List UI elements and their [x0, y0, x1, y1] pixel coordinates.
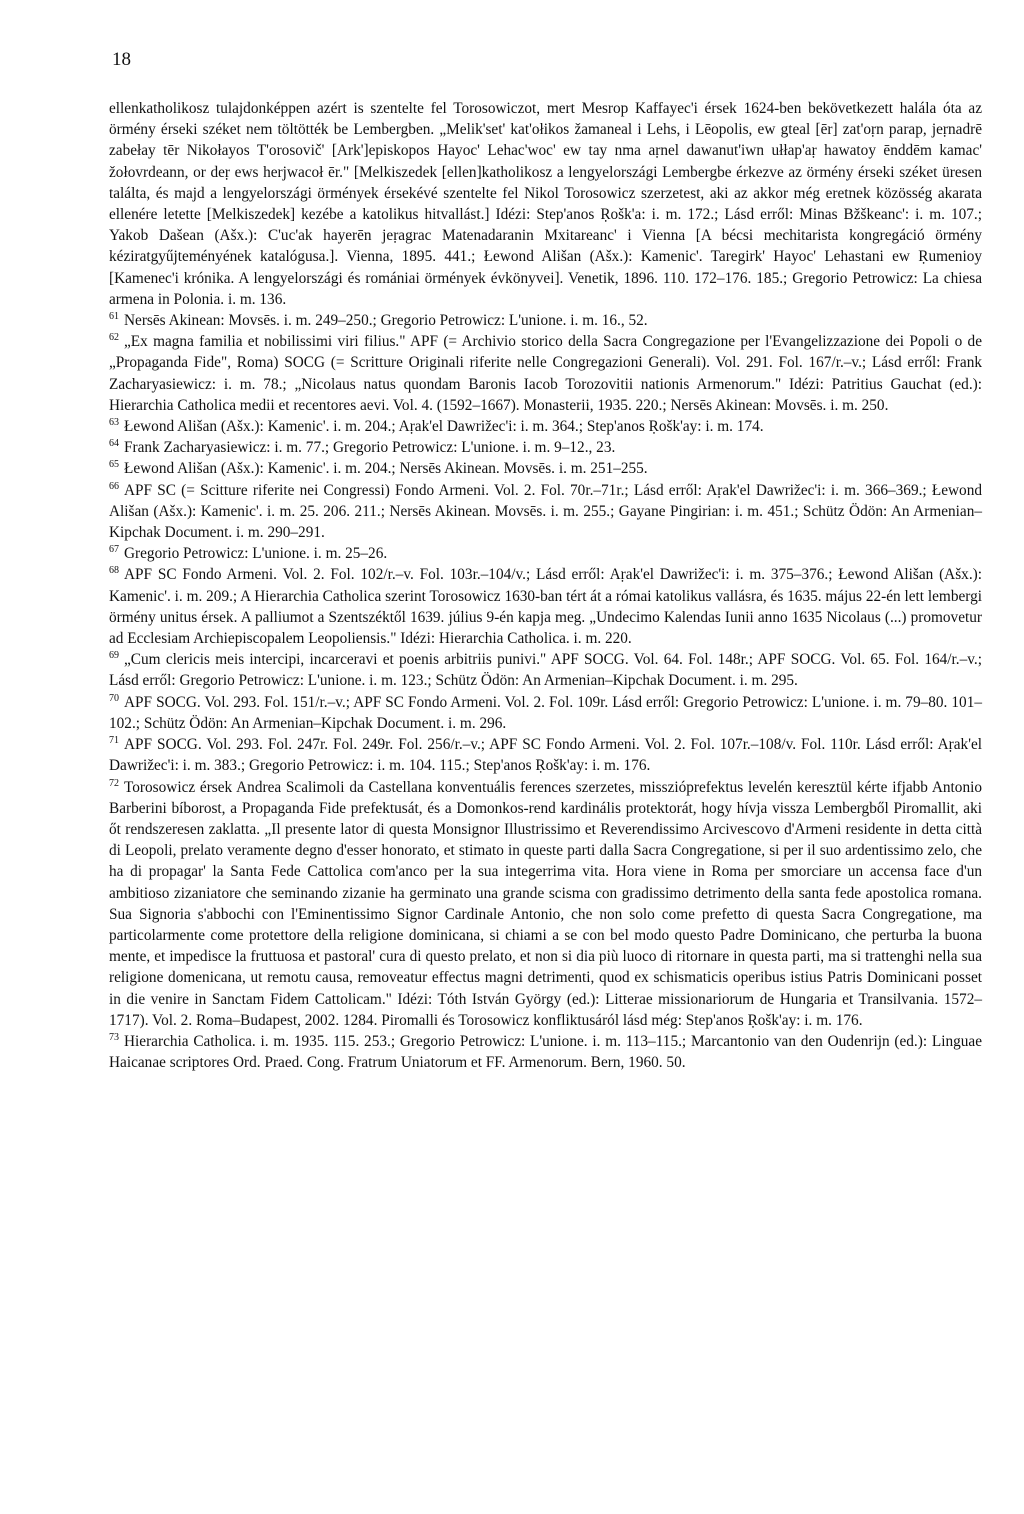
intro-paragraph: ellenkatholikosz tulajdonképpen azért is szentelte fel Torosowiczot, mert Mesrop Kaffayec'i érsek 1624-ben bekövetkezett halála óta az örmény érseki széket nem töltötték be Lembergben. „Melik'set' kat'ołikos žamaneal i Lehs, i Lēopolis, ew gteal [ēr] zat'oṛn parap, jeṛnadrē zabełay tēr Nikołayos T'orosovič' [Ark']episkopos Hayoc' Lehac'woc' ew tay nma aṛnel dawanut'iwn ułłap'aṛ hawatoy ēnddēm kamac' žołovrdeann, or deṛ ews herjwacoł ēr." [Melkiszedek [ellen]katholikosz a lengyelországi Lembergbe érkezve az örmény érseki széket üresen találta, és majd a lengyelországi örmények érsekévé szentelte fel Nikol Torosowicz szerzetest, aki az akkor még eretnek közösség akarata ellenére letette [Melkiszedek] kezébe a katolikus hitvallást.] Idézi: Step'anos Ṛošk'a: i. m. 172.; Lásd erről: Minas Bžškeanc': i. m. 107.; Yakob Dašean (Ašx.): C'uc'ak hayerēn jeṛagrac Matenadaranin Mxitareanc' i Vienna [A bécsi mechitarista kongregáció örmény kéziratgyűjteményének katalógusa.]. Vienna, 1895. 441.; Łewond Ališan (Ašx.): Kamenic'. Taregirk' Hayoc' Lehastani ew Ṛumenioy [Kamenec'i krónika. A lengyelországi és romániai örmények évkönyvei]. Venetik, 1896. 110. 172–176. 185.; Gregorio Petrowicz: La chiesa armena in Polonia. i. m. 136. [109, 100, 982, 308]
footnote-number: 63 [109, 417, 119, 429]
footnote-71 [109, 734, 982, 776]
footnote-64 [109, 437, 982, 458]
footnote-text: APF SOCG. Vol. 293. Fol. 247r. Fol. 249r. Fol. 256/r.–v.; APF SC Fondo Armeni. Vol. 2. Fol. 107r.–108/v. Fol. 110r. Lásd erről: Aṛak'el Dawrižec'i: i. m. 383.; Gregorio Petrowicz: i. m. 104. 115.; Step'anos Ṛošk'ay: i. m. 176. [109, 736, 982, 775]
footnote-72 [109, 777, 982, 1031]
footnote-text: Łewond Ališan (Ašx.): Kamenic'. i. m. 204.; Aṛak'el Dawrižec'i: i. m. 364.; Step'anos Ṛošk'ay: i. m. 174. [124, 418, 764, 436]
footnote-text: Torosowicz érsek Andrea Scalimoli da Castellana konventuális ferences szerzetes, misszióprefektus levelén keresztül kérte ifjabb Antonio Barberini bíborost, a Propaganda Fide prefektusát, és a Domonkos-rend kardinális protektorát, hogy hívja vissza Lembergből Piromallit, aki őt rendszeresen zaklatta. „Il presente lator di questa Monsignor Illustrissimo et Reverendissimo Arcivescovo d'Armeni residente in detta città di Leopoli, prelato veramente degno d'esser honorato, et stimato in queste parti dalla Sacra Congregatione, si per il suo ardentissimo zelo, che ha di propagar' la Santa Fede Cattolica com'anco per la sua integerrima vita. Hora viene in Roma per smorciare un accensa face d'un ambitioso zizaniatore che seminando zizanie ha germinato una grande scisma con gradissimo detrimento della santa fede apostolica romana. Sua Signoria s'abbochi con l'Eminentissimo Signor Cardinale Antonio, che non solo come prefetto di questa Sacra Congregatione, ma particolarmente come protettore della religione dominicana, si chiami a se con bel modo questo Padre Dominicano, che perturba la buona mente, et impedisce la fruttuosa et pastoral' cura di questo prelato, et non si dia più luoco di ritornare in questa parti, ma si trattenghi nella sua religione domenicana, ut remotu causa, removeatur effectus magni detrimenti, quod ex schismaticis operibus istius Patris Dominicani posset in die venire in Sanctam Fidem Cattolicam." Idézi: Tóth István György (ed.): Litterae missionariorum de Hungaria et Transilvania. 1572–1717). Vol. 2. Roma–Budapest, 2002. 1284. Piromalli és Torosowicz konfliktusáról lásd még: Step'anos Ṛošk'ay: i. m. 176. [109, 778, 982, 1029]
footnote-text: „Cum clericis meis intercipi, incarceravi et poenis arbitriis punivi." APF SOCG. Vol. 64. Fol. 148r.; APF SOCG. Vol. 65. Fol. 164/r.–v.; Lásd erről: Gregorio Petrowicz: L'unione. i. m. 123.; Schütz Ödön: An Armenian–Kipchak Document. i. m. 295. [109, 651, 982, 690]
footnote-67 [109, 543, 982, 564]
footnote-61 [109, 310, 982, 331]
footnote-text: Łewond Ališan (Ašx.): Kamenic'. i. m. 204.; Nersēs Akinean. Movsēs. i. m. 251–255. [124, 460, 648, 478]
footnote-number: 69 [109, 650, 119, 662]
footnote-number: 73 [109, 1031, 119, 1043]
footnote-62 [109, 331, 982, 416]
footnote-number: 71 [109, 735, 119, 747]
footnote-number: 68 [109, 565, 119, 577]
footnote-65 [109, 458, 982, 479]
footnote-number: 70 [109, 692, 119, 704]
footnote-number: 64 [109, 438, 119, 450]
footnote-number: 61 [109, 311, 119, 323]
footnote-text: Nersēs Akinean: Movsēs. i. m. 249–250.; Gregorio Petrowicz: L'unione. i. m. 16., 52. [124, 312, 648, 330]
page-number: 18 [112, 49, 131, 70]
footnote-73 [109, 1031, 982, 1073]
footnote-68 [109, 564, 982, 649]
page-body [109, 98, 982, 1073]
footnote-70 [109, 692, 982, 734]
footnote-text: APF SOCG. Vol. 293. Fol. 151/r.–v.; APF SC Fondo Armeni. Vol. 2. Fol. 109r. Lásd erről: Gregorio Petrowicz: L'unione. i. m. 79–80. 101–102.; Schütz Ödön: An Armenian–Kipchak Document. i. m. 296. [109, 693, 982, 732]
footnote-63 [109, 416, 982, 437]
footnote-text: Gregorio Petrowicz: L'unione. i. m. 25–26. [124, 545, 388, 563]
footnote-number: 65 [109, 459, 119, 471]
footnote-number: 72 [109, 777, 119, 789]
footnote-number: 66 [109, 480, 119, 492]
footnote-text: APF SC Fondo Armeni. Vol. 2. Fol. 102/r.–v. Fol. 103r.–104/v.; Lásd erről: Aṛak'el Dawrižec'i: i. m. 375–376.; Łewond Ališan (Ašx.): Kamenic'. i. m. 209.; A Hierarchia Catholica szerint Torosowicz 1630-ban tért át a római katolikus vallásra, és 1635. május 22-én lett lembergi örmény unitus érsek. A palliumot a Szentszéktől 1639. július 9-én kapja meg. „Undecimo Kalendas Iunii anno 1635 Nicolaus (...) promovetur ad Ecclesiam Archiepiscopalem Leopoliensis." Idézi: Hierarchia Catholica. i. m. 220. [109, 566, 982, 648]
footnote-text: Hierarchia Catholica. i. m. 1935. 115. 253.; Gregorio Petrowicz: L'unione. i. m. 113–115.; Marcantonio van den Oudenrijn (ed.): Linguae Haicanae scriptores Ord. Praed. Cong. Fratrum Uniatorum et FF. Armenorum. Bern, 1960. 50. [109, 1032, 982, 1072]
footnote-text: „Ex magna familia et nobilissimi viri filius." APF (= Archivio storico della Sacra Congregazione per l'Evangelizzazione dei Popoli o de „Propaganda Fide", Roma) SOCG (= Scritture Originali riferite nelle Congregazioni Generali). Vol. 291. Fol. 167/r.–v.; Lásd erről: Frank Zacharyasiewicz: i. m. 78.; „Nicolaus natus quondam Baronis Iacob Torozovitii nationis Armenorum." Idézi: Patritius Gauchat (ed.): Hierarchia Catholica medii et recentores aevi. Vol. 4. (1592–1667). Monasterii, 1935. 220.; Nersēs Akinean: Movsēs. i. m. 250. [109, 333, 982, 414]
footnote-66 [109, 480, 982, 544]
footnote-text: Frank Zacharyasiewicz: i. m. 77.; Gregorio Petrowicz: L'unione. i. m. 9–12., 23. [124, 439, 616, 457]
footnote-number: 62 [109, 332, 119, 344]
footnote-text: APF SC (= Scitture riferite nei Congressi) Fondo Armeni. Vol. 2. Fol. 70r.–71r.; Lásd erről: Aṛak'el Dawrižec'i: i. m. 366–369.; Łewond Ališan (Ašx.): Kamenic'. i. m. 25. 206. 211.; Nersēs Akinean. Movsēs. i. m. 255.; Gayane Pingirian: i. m. 451.; Schütz Ödön: An Armenian–Kipchak Document. i. m. 290–291. [109, 481, 982, 542]
footnote-number: 67 [109, 544, 119, 556]
footnote-69 [109, 649, 982, 691]
